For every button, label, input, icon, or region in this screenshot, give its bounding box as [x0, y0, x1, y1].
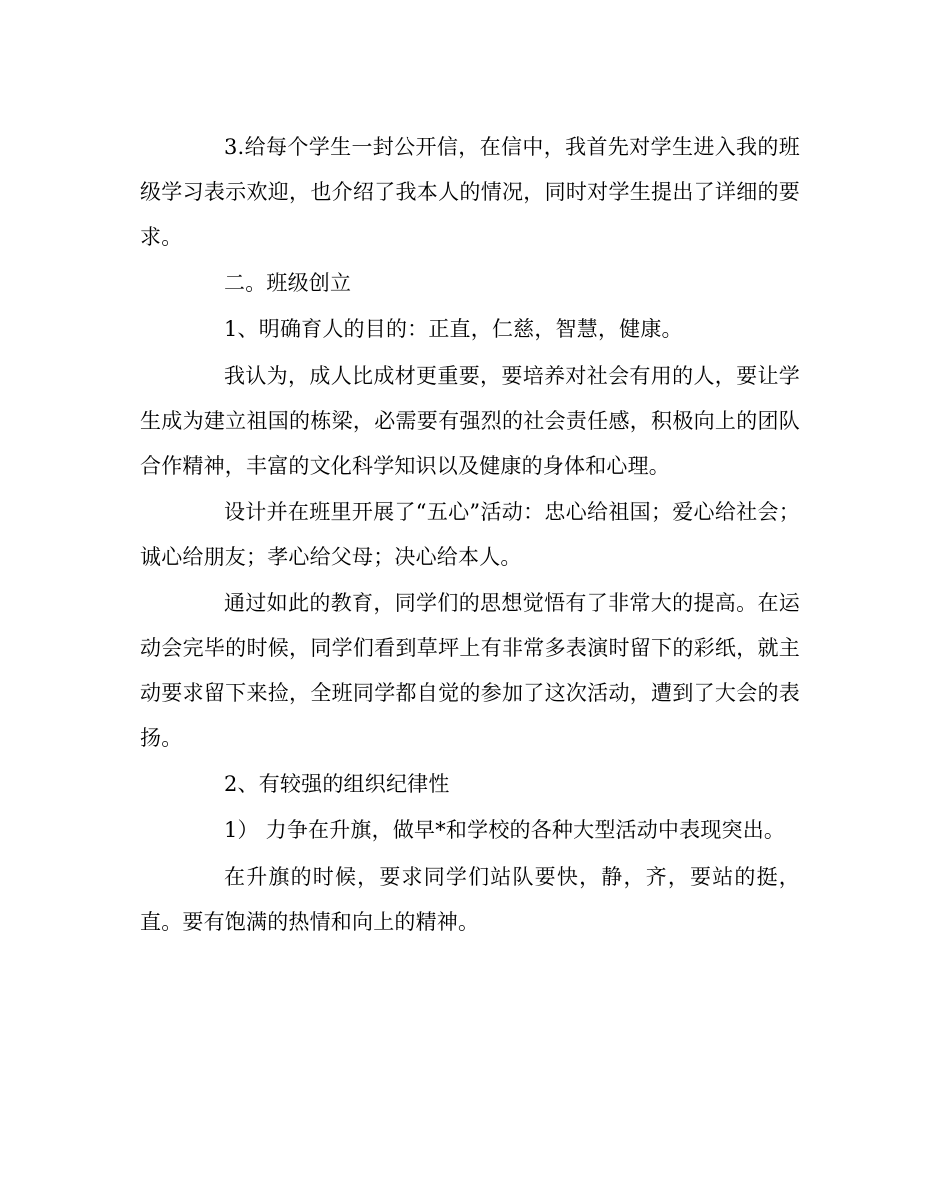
heading-discipline: 2、有较强的组织纪律性 [224, 772, 450, 797]
heading-class-building: 二。班级创立 [224, 271, 352, 296]
paragraph-flag-raising-requirements: 在升旗的时候，要求同学们站队要快，静，齐，要站的挺，直。要有饱满的热情和向上的精神。 [140, 864, 800, 934]
paragraph-five-hearts: 设计并在班里开展了“五心”活动：忠心给祖国；爱心给社会；诚心给朋友；孝心给父母；决心给本人。 [140, 499, 800, 569]
paragraph-character-first: 我认为，成人比成材更重要，要培养对社会有用的人，要让学生成为建立祖国的栋梁，必需要有强烈的社会责任感，积极向上的团队合作精神，丰富的文化科学知识以及健康的身体和心理。 [140, 363, 800, 478]
document-body [140, 125, 800, 946]
paragraph-education-goal: 1、明确育人的目的：正直，仁慈，智慧，健康。 [224, 317, 683, 342]
paragraph-flag-raising-goal: 1） 力争在升旗，做早*和学校的各种大型活动中表现突出。 [224, 818, 786, 843]
paragraph-open-letter: 3.给每个学生一封公开信，在信中，我首先对学生进入我的班级学习表示欢迎，也介绍了我本人的情况，同时对学生提出了详细的要求。 [140, 135, 800, 249]
paragraph-sports-meet: 通过如此的教育，同学们的思想觉悟有了非常大的提高。在运动会完毕的时候，同学们看到草坪上有非常多表演时留下的彩纸，就主动要求留下来捡，全班同学都自觉的参加了这次活动，遭到了大会的表扬。 [140, 590, 800, 750]
